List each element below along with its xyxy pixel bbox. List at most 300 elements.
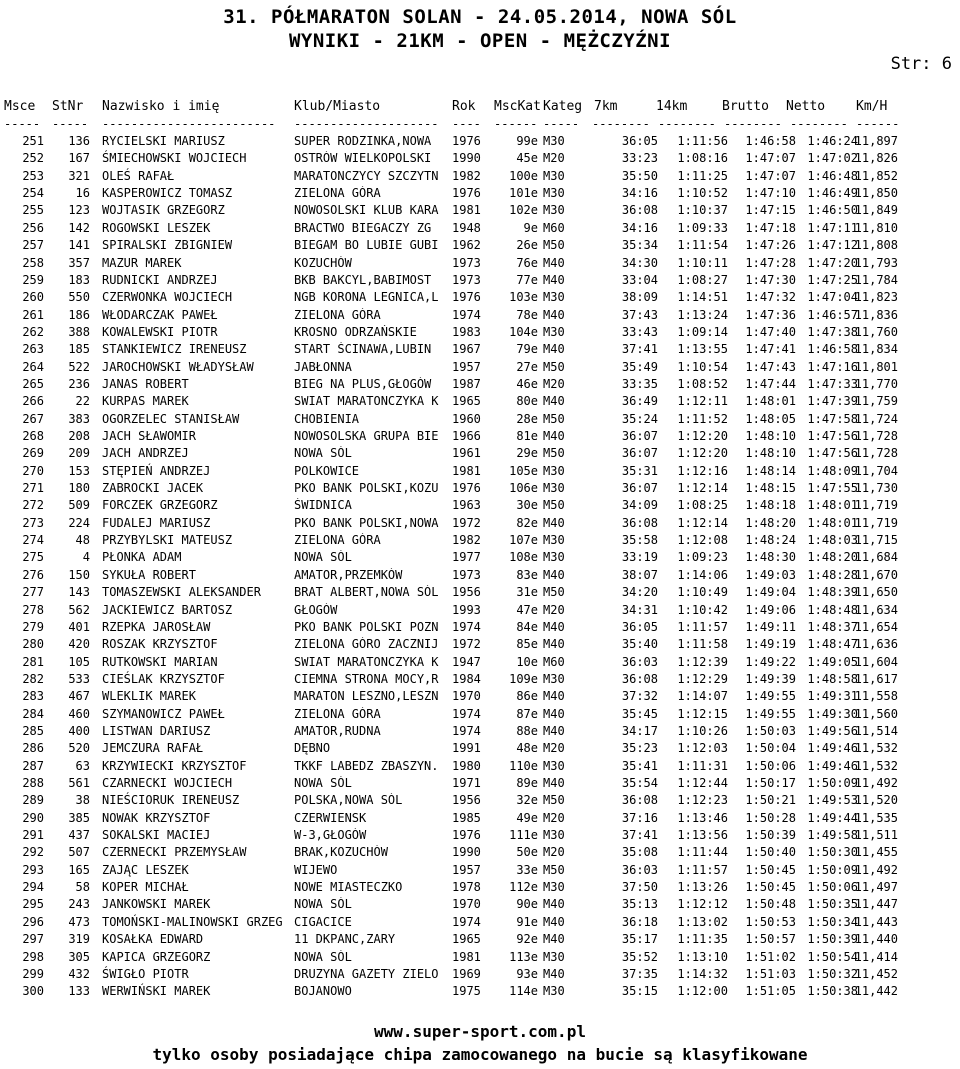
runner-name: RYCIELSKI MARIUSZ (102, 134, 225, 148)
table-row (0, 134, 960, 152)
table-row (0, 637, 960, 655)
table-row (0, 776, 960, 794)
start-number: 167 (68, 151, 90, 166)
birth-year: 1972 (452, 515, 481, 530)
start-number: 63 (75, 758, 90, 773)
speed-kmh: 11,719 (854, 498, 898, 513)
category: M40 (543, 307, 565, 322)
club: PKO BANK POLSKI,KOZU (294, 481, 439, 495)
runner-name: ŚMIECHOWSKI WOJCIECH (102, 151, 247, 166)
club: NOWA SÓL (294, 776, 352, 790)
runner-name: OGORZELEC STANISŁAW (102, 411, 240, 426)
club: BRACTWO BIEGACZY ZG (294, 220, 432, 235)
category: M30 (543, 984, 565, 999)
birth-year: 1973 (452, 272, 481, 287)
time-netto: 1:49:58 (807, 828, 858, 842)
birth-year: 1985 (452, 810, 481, 825)
birth-year: 1990 (452, 845, 481, 860)
runner-name: PŁONKA ADAM (102, 550, 182, 565)
birth-year: 1957 (452, 862, 481, 877)
time-brutto: 1:50:21 (745, 793, 796, 808)
birth-year: 1963 (452, 498, 481, 513)
table-row (0, 446, 960, 464)
rank: 288 (22, 776, 44, 790)
rank: 279 (22, 619, 44, 634)
club: NOWA SÓL (294, 897, 352, 912)
split-14km: 1:10:11 (677, 255, 728, 270)
time-brutto: 1:46:58 (745, 134, 796, 148)
rank: 253 (22, 168, 44, 183)
runner-name: WLEKLIK MAREK (102, 689, 196, 704)
split-7km: 33:43 (621, 324, 658, 339)
runner-name: KRZYWIECKI KRZYSZTOF (102, 758, 247, 773)
time-brutto: 1:47:07 (745, 168, 796, 183)
category: M50 (543, 793, 565, 808)
club: NGB KORONA LEGNICA,L (294, 290, 439, 305)
speed-kmh: 11,442 (854, 984, 898, 999)
category: M30 (543, 481, 565, 495)
birth-year: 1983 (452, 324, 481, 339)
club: POLSKA,NOWA SÓL (294, 793, 403, 808)
time-netto: 1:46:50 (807, 203, 858, 218)
category-place: 84e (516, 619, 538, 634)
split-14km: 1:11:54 (677, 238, 728, 253)
split-14km: 1:10:26 (677, 723, 728, 738)
split-14km: 1:13:02 (677, 914, 728, 929)
time-netto: 1:48:58 (807, 671, 858, 686)
table-row (0, 412, 960, 430)
time-netto: 1:46:49 (807, 186, 858, 201)
table-row (0, 394, 960, 412)
dash-rok: ---- (452, 117, 481, 131)
category-place: 79e (516, 342, 538, 357)
split-14km: 1:11:31 (677, 758, 728, 773)
time-brutto: 1:49:19 (745, 637, 796, 652)
category-place: 106e (509, 481, 538, 495)
rank: 298 (22, 949, 44, 964)
birth-year: 1981 (452, 949, 481, 964)
start-number: 357 (68, 255, 90, 270)
runner-name: JANAS ROBERT (102, 376, 189, 391)
birth-year: 1966 (452, 429, 481, 443)
rank: 266 (22, 394, 44, 409)
table-row (0, 238, 960, 256)
speed-kmh: 11,684 (854, 550, 898, 565)
split-14km: 1:09:14 (677, 324, 728, 339)
start-number: 141 (68, 238, 90, 253)
header-kateg: Kateg (543, 99, 583, 114)
club: 11 DKPANC,ZARY (294, 932, 396, 947)
split-14km: 1:12:00 (677, 984, 728, 999)
time-netto: 1:50:09 (807, 776, 858, 790)
category-place: 92e (516, 932, 538, 947)
category-place: 9e (523, 220, 538, 235)
category-place: 93e (516, 966, 538, 981)
split-14km: 1:10:42 (677, 602, 728, 617)
split-7km: 33:04 (621, 272, 658, 287)
category: M40 (543, 515, 565, 530)
category: M40 (543, 776, 565, 790)
time-netto: 1:47:25 (807, 272, 858, 287)
speed-kmh: 11,823 (854, 290, 898, 305)
table-row (0, 724, 960, 742)
birth-year: 1978 (452, 880, 481, 895)
table-row (0, 256, 960, 274)
rank: 287 (22, 758, 44, 773)
club: CIEMNA STRONA MOCY,R (294, 671, 439, 686)
rank: 267 (22, 411, 44, 426)
split-7km: 37:41 (621, 342, 658, 357)
time-brutto: 1:47:07 (745, 151, 796, 166)
split-7km: 35:24 (621, 411, 658, 426)
start-number: 520 (68, 741, 90, 756)
category: M20 (543, 602, 565, 617)
birth-year: 1974 (452, 914, 481, 929)
speed-kmh: 11,810 (854, 220, 898, 235)
time-netto: 1:47:55 (807, 481, 858, 495)
split-7km: 35:54 (621, 776, 658, 790)
table-row (0, 342, 960, 360)
time-netto: 1:50:30 (807, 845, 858, 860)
speed-kmh: 11,560 (854, 706, 898, 721)
time-netto: 1:48:28 (807, 567, 858, 582)
time-brutto: 1:48:24 (745, 533, 796, 547)
rank: 299 (22, 966, 44, 981)
start-number: 208 (68, 429, 90, 443)
category: M40 (543, 689, 565, 704)
category-place: 99e (516, 134, 538, 148)
table-row (0, 429, 960, 447)
table-row (0, 689, 960, 707)
time-netto: 1:48:03 (807, 533, 858, 547)
split-14km: 1:12:11 (677, 394, 728, 409)
split-14km: 1:11:58 (677, 637, 728, 652)
runner-name: JEMCZURA RAFAŁ (102, 741, 204, 756)
time-brutto: 1:47:40 (745, 324, 796, 339)
time-netto: 1:49:53 (807, 793, 858, 808)
runner-name: SOKALSKI MACIEJ (102, 828, 211, 842)
club: CZERWIENSK (294, 810, 367, 825)
page-title: 31. PÓŁMARATON SOLAN - 24.05.2014, NOWA SÓL (223, 6, 737, 28)
club: ZIELONA GÓRA (294, 307, 381, 322)
time-brutto: 1:47:15 (745, 203, 796, 218)
time-brutto: 1:50:40 (745, 845, 796, 860)
speed-kmh: 11,455 (854, 845, 898, 860)
split-7km: 35:13 (621, 897, 658, 912)
category: M30 (543, 533, 565, 547)
category-place: 110e (509, 758, 538, 773)
split-14km: 1:14:07 (677, 689, 728, 704)
speed-kmh: 11,784 (854, 272, 898, 287)
split-14km: 1:10:52 (677, 186, 728, 201)
split-7km: 35:45 (621, 706, 658, 721)
time-netto: 1:48:20 (807, 550, 858, 565)
club: WIJEWO (294, 862, 338, 877)
start-number: 105 (68, 654, 90, 669)
split-7km: 35:58 (621, 533, 658, 547)
runner-name: PRZYBYLSKI MATEUSZ (102, 533, 233, 547)
time-netto: 1:50:06 (807, 880, 858, 895)
club: AMATOR,PRZEMKÓW (294, 567, 403, 582)
time-brutto: 1:49:11 (745, 619, 796, 634)
rank: 275 (22, 550, 44, 565)
time-netto: 1:50:34 (807, 914, 858, 929)
category-place: 85e (516, 637, 538, 652)
rank: 297 (22, 932, 44, 947)
start-number: 467 (68, 689, 90, 704)
table-row (0, 655, 960, 673)
birth-year: 1976 (452, 134, 481, 148)
split-14km: 1:13:46 (677, 810, 728, 825)
category-place: 109e (509, 671, 538, 686)
club: NOWA SÓL (294, 446, 352, 461)
split-7km: 35:34 (621, 238, 658, 253)
category: M50 (543, 411, 565, 426)
start-number: 48 (75, 533, 90, 547)
time-brutto: 1:48:15 (745, 481, 796, 495)
table-row (0, 568, 960, 586)
category-place: 30e (516, 498, 538, 513)
split-14km: 1:12:12 (677, 897, 728, 912)
category: M20 (543, 845, 565, 860)
header-rok: Rok (452, 99, 476, 114)
birth-year: 1956 (452, 793, 481, 808)
category-place: 46e (516, 376, 538, 391)
dash-name: ------------------------ (102, 117, 276, 131)
time-brutto: 1:47:44 (745, 376, 796, 391)
start-number: 4 (82, 550, 90, 565)
rank: 269 (22, 446, 44, 461)
time-brutto: 1:48:30 (745, 550, 796, 565)
runner-name: JACH ANDRZEJ (102, 446, 189, 461)
runner-name: STANKIEWICZ IRENEUSZ (102, 342, 247, 357)
club: GŁOGÓW (294, 602, 338, 617)
birth-year: 1975 (452, 984, 481, 999)
table-row (0, 360, 960, 378)
time-netto: 1:49:05 (807, 654, 858, 669)
runner-name: OLEŚ RAFAŁ (102, 168, 175, 183)
birth-year: 1974 (452, 619, 481, 634)
rank: 295 (22, 897, 44, 912)
rank: 260 (22, 290, 44, 305)
runner-name: NIEŚCIORUK IRENEUSZ (102, 793, 240, 808)
start-number: 38 (75, 793, 90, 808)
table-row (0, 516, 960, 534)
birth-year: 1973 (452, 255, 481, 270)
time-netto: 1:48:39 (807, 585, 858, 600)
rank: 263 (22, 342, 44, 357)
rank: 300 (22, 984, 44, 999)
start-number: 388 (68, 324, 90, 339)
table-row (0, 932, 960, 950)
time-netto: 1:47:56 (807, 446, 858, 461)
speed-kmh: 11,497 (854, 880, 898, 895)
split-14km: 1:11:57 (677, 619, 728, 634)
time-brutto: 1:50:57 (745, 932, 796, 947)
club: MARATONCZYCY SZCZYTN (294, 168, 439, 183)
split-7km: 36:07 (621, 429, 658, 443)
rank: 293 (22, 862, 44, 877)
footer-note: tylko osoby posiadające chipa zamocowanego na bucie są klasyfikowane (152, 1045, 808, 1064)
club: MARATON LESZNO,LESZN (294, 689, 439, 704)
club: SWIAT MARATONCZYKA K (294, 654, 439, 669)
birth-year: 1970 (452, 897, 481, 912)
rank: 282 (22, 671, 44, 686)
category: M20 (543, 810, 565, 825)
start-number: 123 (68, 203, 90, 218)
time-brutto: 1:49:22 (745, 654, 796, 669)
table-row (0, 845, 960, 863)
table-row (0, 741, 960, 759)
club: PKO BANK POLSKI POZN (294, 619, 439, 634)
split-14km: 1:12:29 (677, 671, 728, 686)
category-place: 90e (516, 897, 538, 912)
time-netto: 1:47:16 (807, 359, 858, 374)
table-row (0, 793, 960, 811)
time-netto: 1:46:58 (807, 342, 858, 357)
split-14km: 1:10:37 (677, 203, 728, 218)
split-14km: 1:12:14 (677, 515, 728, 530)
club: POLKOWICE (294, 463, 360, 478)
time-netto: 1:49:46 (807, 758, 858, 773)
runner-name: TOMOŃSKI-MALINOWSKI GRZEG (102, 914, 283, 929)
start-number: 319 (68, 932, 90, 947)
speed-kmh: 11,770 (854, 376, 898, 391)
birth-year: 1981 (452, 203, 481, 218)
birth-year: 1965 (452, 932, 481, 947)
start-number: 305 (68, 949, 90, 964)
club: NOWOSOLSKI KLUB KARA (294, 203, 439, 218)
split-14km: 1:12:20 (677, 429, 728, 443)
category-place: 50e (516, 845, 538, 860)
time-brutto: 1:49:55 (745, 689, 796, 704)
time-netto: 1:50:09 (807, 862, 858, 877)
category-place: 107e (509, 533, 538, 547)
category: M30 (543, 671, 565, 686)
category-place: 33e (516, 862, 538, 877)
split-14km: 1:09:23 (677, 550, 728, 565)
speed-kmh: 11,443 (854, 914, 898, 929)
header-msce: Msce (4, 99, 36, 114)
split-14km: 1:12:08 (677, 533, 728, 547)
time-brutto: 1:50:06 (745, 758, 796, 773)
birth-year: 1976 (452, 186, 481, 201)
runner-name: SZYMANOWICZ PAWEŁ (102, 706, 225, 721)
speed-kmh: 11,704 (854, 463, 898, 478)
split-14km: 1:13:55 (677, 342, 728, 357)
speed-kmh: 11,850 (854, 186, 898, 201)
start-number: 22 (75, 394, 90, 409)
split-7km: 35:41 (621, 758, 658, 773)
birth-year: 1976 (452, 290, 481, 305)
category: M60 (543, 220, 565, 235)
birth-year: 1957 (452, 359, 481, 374)
club: SUPER RODZINKA,NOWA (294, 134, 432, 148)
split-14km: 1:11:35 (677, 932, 728, 947)
time-brutto: 1:48:14 (745, 463, 796, 478)
category-place: 102e (509, 203, 538, 218)
start-number: 236 (68, 376, 90, 391)
birth-year: 1993 (452, 602, 481, 617)
runner-name: STĘPIEŃ ANDRZEJ (102, 463, 211, 478)
start-number: 321 (68, 168, 90, 183)
rank: 255 (22, 203, 44, 218)
start-number: 136 (68, 134, 90, 148)
club: NOWE MIASTECZKO (294, 880, 403, 895)
split-7km: 35:49 (621, 359, 658, 374)
split-7km: 34:17 (621, 723, 658, 738)
club: BIEGAM BO LUBIE GUBI (294, 238, 439, 253)
speed-kmh: 11,897 (854, 134, 898, 148)
rank: 273 (22, 515, 44, 530)
club: AMATOR,RUDNA (294, 723, 381, 738)
dash-mce: ----- (4, 117, 41, 131)
runner-name: ZABROCKI JACEK (102, 481, 204, 495)
birth-year: 1976 (452, 481, 481, 495)
runner-name: MAZUR MAREK (102, 255, 182, 270)
start-number: 58 (75, 880, 90, 895)
start-number: 401 (68, 619, 90, 634)
split-14km: 1:08:16 (677, 151, 728, 166)
time-netto: 1:48:37 (807, 619, 858, 634)
start-number: 165 (68, 862, 90, 877)
split-7km: 36:03 (621, 862, 658, 877)
category: M50 (543, 238, 565, 253)
club: CIGACICE (294, 914, 352, 929)
split-14km: 1:12:20 (677, 446, 728, 461)
split-14km: 1:09:33 (677, 220, 728, 235)
speed-kmh: 11,492 (854, 776, 898, 790)
category: M30 (543, 758, 565, 773)
category: M50 (543, 498, 565, 513)
runner-name: ROSZAK KRZYSZTOF (102, 637, 218, 652)
birth-year: 1971 (452, 776, 481, 790)
category: M30 (543, 290, 565, 305)
category-place: 45e (516, 151, 538, 166)
split-14km: 1:11:44 (677, 845, 728, 860)
split-14km: 1:14:51 (677, 290, 728, 305)
time-netto: 1:47:33 (807, 376, 858, 391)
category: M30 (543, 324, 565, 339)
speed-kmh: 11,852 (854, 168, 898, 183)
category: M50 (543, 585, 565, 600)
split-7km: 36:08 (621, 793, 658, 808)
birth-year: 1965 (452, 394, 481, 409)
birth-year: 1990 (452, 151, 481, 166)
start-number: 16 (75, 186, 90, 201)
header-brutto: Brutto (722, 99, 769, 114)
rank: 281 (22, 654, 44, 669)
time-brutto: 1:47:32 (745, 290, 796, 305)
birth-year: 1961 (452, 446, 481, 461)
time-brutto: 1:48:20 (745, 515, 796, 530)
header-stnr: StNr (52, 99, 84, 114)
club: KOZUCHÓW (294, 255, 352, 270)
table-row (0, 273, 960, 291)
time-netto: 1:49:46 (807, 741, 858, 756)
split-7km: 37:41 (621, 828, 658, 842)
time-brutto: 1:49:39 (745, 671, 796, 686)
split-14km: 1:12:16 (677, 463, 728, 478)
table-row (0, 672, 960, 690)
speed-kmh: 11,514 (854, 723, 898, 738)
time-netto: 1:46:57 (807, 307, 858, 322)
time-brutto: 1:50:17 (745, 776, 796, 790)
speed-kmh: 11,558 (854, 689, 898, 704)
rank: 261 (22, 307, 44, 322)
birth-year: 1982 (452, 168, 481, 183)
rank: 272 (22, 498, 44, 513)
